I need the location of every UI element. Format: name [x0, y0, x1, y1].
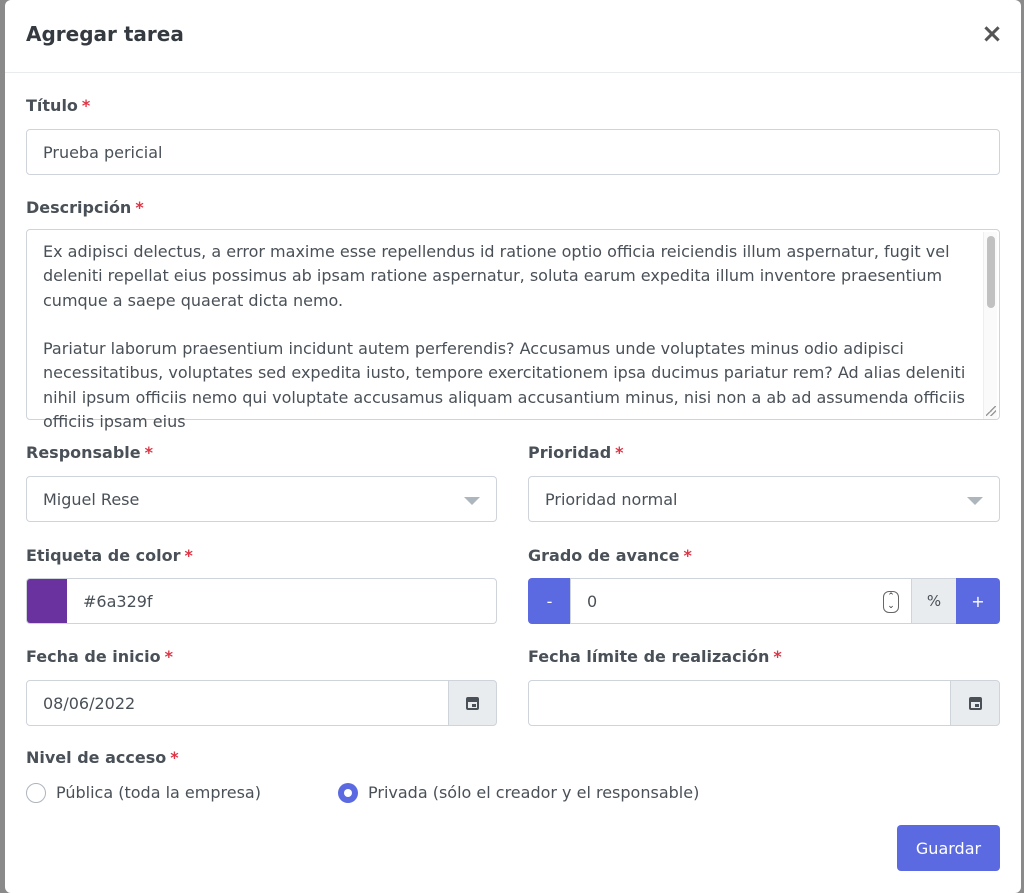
modal-title: Agregar tarea — [26, 22, 184, 46]
required-mark: * — [135, 198, 144, 217]
spinner-arrows-icon[interactable]: ⌃ ⌄ — [883, 591, 899, 613]
fecha-limite-label — [528, 647, 782, 666]
responsable-label-text: Responsable — [26, 443, 141, 462]
required-mark: * — [170, 748, 179, 767]
fecha-inicio-calendar-button[interactable] — [448, 680, 497, 726]
textarea-scrollbar[interactable] — [983, 232, 997, 419]
required-mark: * — [144, 443, 154, 462]
fecha-limite-label-text: Fecha límite de realización — [528, 647, 770, 666]
resize-handle-icon[interactable] — [986, 406, 996, 416]
responsable-select[interactable] — [26, 476, 497, 522]
grado-avance-label — [528, 546, 692, 565]
required-mark: * — [683, 546, 692, 565]
decrement-button[interactable]: - — [528, 578, 571, 624]
required-mark: * — [184, 546, 193, 565]
descripcion-value: Ex adipisci delectus, a error maxime esse repellendus id ratione optio officia reiciendis illum aspernatur, fugit vel deleniti repellat eius possimus ab ipsam ratione aspernatur, soluta earum expedita illum inventore praesentium cumque a saepe quaerat dicta nemo. Pariatur laborum praesentium incidunt autem perferendis? Accusamus unde voluptates minus odio adipisci necessitatibus, voluptates sed expedita iusto, tempore exercitationem ipsa ducimus pariatur rem? Ad alias deleniti nihil ipsum officiis nemo qui voluptate accusamus aliquam accusantium minus, nisi non a ab ad assumenda officiis officiis ipsam eius — [43, 242, 966, 432]
required-mark: * — [81, 96, 91, 115]
nivel-acceso-label — [26, 748, 179, 767]
progress-value: 0 — [587, 591, 598, 611]
required-mark: * — [773, 647, 782, 666]
prioridad-label — [528, 443, 624, 462]
titulo-value: Prueba pericial — [43, 142, 163, 162]
progress-input[interactable] — [570, 578, 912, 624]
increment-button[interactable]: + — [956, 578, 1000, 624]
chevron-down-icon — [464, 497, 480, 505]
radio-publica-label[interactable]: Pública (toda la empresa) — [56, 783, 261, 802]
titulo-label — [26, 96, 90, 115]
nivel-acceso-label-text: Nivel de acceso — [26, 748, 167, 767]
fecha-inicio-value: 08/06/2022 — [43, 693, 136, 713]
chevron-down-icon — [967, 497, 983, 505]
close-icon[interactable]: × — [981, 19, 1003, 49]
required-mark: * — [164, 647, 173, 666]
radio-privada[interactable] — [338, 783, 358, 803]
calendar-icon — [466, 697, 479, 710]
titulo-input[interactable] — [26, 129, 1000, 175]
responsable-label — [26, 443, 153, 462]
fecha-limite-input[interactable] — [528, 680, 951, 726]
prioridad-value: Prioridad normal — [545, 489, 678, 509]
fecha-inicio-label — [26, 647, 173, 666]
descripcion-label-text: Descripción — [26, 198, 132, 217]
percent-addon: % — [911, 578, 957, 624]
radio-privada-label[interactable]: Privada (sólo el creador y el responsable) — [368, 783, 700, 802]
radio-publica[interactable] — [26, 783, 46, 803]
responsable-value: Miguel Rese — [43, 489, 140, 509]
save-button[interactable]: Guardar — [897, 825, 1000, 871]
fecha-inicio-label-text: Fecha de inicio — [26, 647, 161, 666]
required-mark: * — [615, 443, 624, 462]
scrollbar-thumb[interactable] — [987, 236, 995, 308]
titulo-label-text: Título — [26, 96, 78, 115]
etiqueta-color-label — [26, 546, 193, 565]
etiqueta-color-label-text: Etiqueta de color — [26, 546, 181, 565]
grado-avance-label-text: Grado de avance — [528, 546, 680, 565]
modal-header — [5, 0, 1021, 73]
color-value: #6a329f — [83, 591, 153, 611]
calendar-icon — [969, 697, 982, 710]
fecha-limite-calendar-button[interactable] — [950, 680, 1000, 726]
descripcion-label — [26, 198, 144, 217]
add-task-modal — [5, 0, 1021, 893]
color-input[interactable] — [26, 578, 497, 624]
prioridad-label-text: Prioridad — [528, 443, 612, 462]
prioridad-select[interactable] — [528, 476, 1000, 522]
fecha-inicio-input[interactable] — [26, 680, 449, 726]
color-swatch[interactable] — [27, 579, 67, 623]
descripcion-textarea[interactable] — [26, 229, 1000, 432]
